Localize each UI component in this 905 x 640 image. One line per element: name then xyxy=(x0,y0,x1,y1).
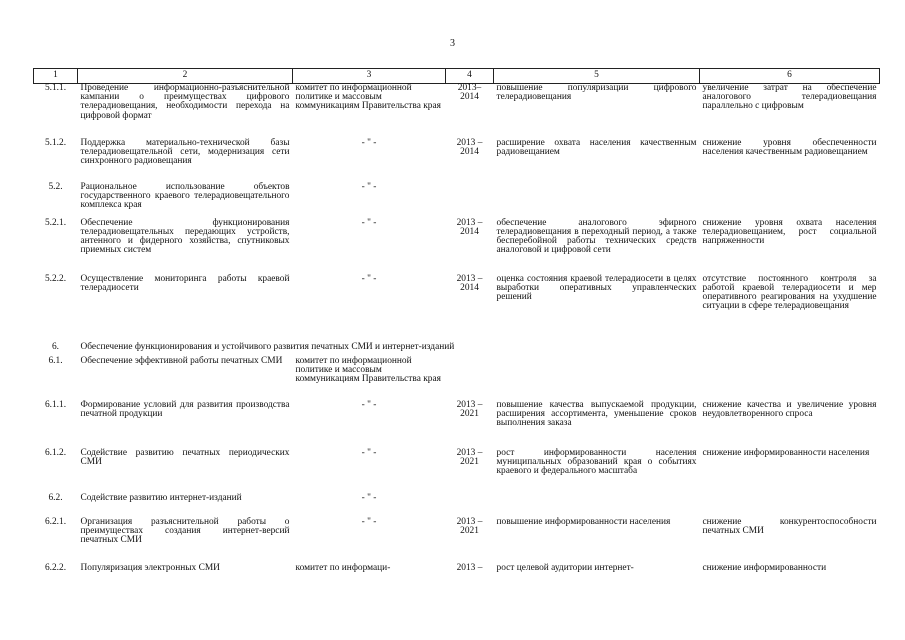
row-number: 5.1.2. xyxy=(44,137,67,148)
table-row xyxy=(34,84,880,139)
activity-cell: Содействие развитию интернет-изданий xyxy=(80,492,242,503)
responsible-cell: - " - xyxy=(361,447,377,458)
term-cell xyxy=(446,494,494,518)
row-number: 5.2.2. xyxy=(44,273,67,284)
table-row xyxy=(34,275,880,343)
activity-cell: Проведение информационно-разъяснительной кампании о преимуществах цифрового телерадиовещания, необходимости перехода на цифровой формат xyxy=(80,83,290,121)
term-cell xyxy=(446,357,494,401)
table-row xyxy=(34,139,880,183)
row-number: 6.1.2. xyxy=(44,447,67,458)
responsible-cell: - " - xyxy=(361,399,377,410)
result-cell xyxy=(494,494,700,518)
risk-cell: отсутствие постоянного контроля за работой краевой телерадиосети и мер оперативного реагирования на ухудшение ситуации в сфере телерадиовещания xyxy=(702,273,877,312)
activity-cell: Популяризация электронных СМИ xyxy=(80,562,220,573)
header-cell: 4 xyxy=(446,69,494,84)
responsible-cell: комитет по информационной политике и массовым коммуникациям Правительства края xyxy=(295,355,441,384)
row-number: 5.1.1. xyxy=(44,83,67,93)
result-cell xyxy=(494,357,700,401)
result-cell xyxy=(494,183,700,219)
risk-cell xyxy=(700,183,880,219)
activity-cell: Обеспечение функционирования телерадиовещательных передающих устройств, антенного и фидерного хозяйства, спутниковых приемных систем xyxy=(80,217,290,256)
risk-cell: снижение уровня обеспеченности населения качественным радиовещанием xyxy=(702,137,877,157)
result-cell: оценка состояния краевой телерадиосети в целях выработки оперативных управленческих решений xyxy=(496,273,697,302)
activity-cell: Организация разъяснительной работы о преимуществах создания интернет-версий печатных СМИ xyxy=(80,516,290,545)
header-row xyxy=(34,69,880,84)
term-cell: 2013 – 2014 xyxy=(456,273,483,293)
result-cell: расширение охвата населения качественным радиовещанием xyxy=(496,137,697,157)
table-row xyxy=(34,183,880,219)
term-cell: 2013 – 2021 xyxy=(456,516,483,536)
term-cell: 2013 – 2014 xyxy=(456,137,483,157)
activity-cell: Осуществление мониторинга работы краевой телерадиосети xyxy=(80,273,290,293)
header-cell: 2 xyxy=(78,69,293,84)
result-cell: обеспечение аналогового эфирного телерадиовещания в переходный период, а также бесперебойной работы технических средств аналоговой и цифровой сети xyxy=(496,217,697,256)
activity-cell: Обеспечение эффективной работы печатных СМИ xyxy=(80,355,283,366)
responsible-cell: - " - xyxy=(361,181,377,192)
risk-cell: снижение качества и увеличение уровня неудовлетворенного спроса xyxy=(702,399,877,419)
row-number: 5.2. xyxy=(48,181,63,192)
table-row xyxy=(34,518,880,564)
risk-cell xyxy=(700,494,880,518)
result-cell: повышение информированности населения xyxy=(496,516,671,527)
section-number: 6. xyxy=(51,341,60,352)
result-cell: повышение популяризации цифрового телерадиовещания xyxy=(496,83,697,103)
responsible-cell: комитет по информационной политике и массовым коммуникациям Правительства края xyxy=(295,83,441,112)
header-cell: 5 xyxy=(494,69,700,84)
table-row xyxy=(34,357,880,401)
page-number: 3 xyxy=(450,38,455,49)
result-cell: повышение качества выпускаемой продукции, расширения ассортимента, уменьшение сроков выполнения заказа xyxy=(496,399,697,428)
term-cell: 2013 – 2014 xyxy=(456,217,483,237)
responsible-cell: - " - xyxy=(361,137,377,148)
term-cell: 2013–2014 xyxy=(457,83,482,103)
table-row xyxy=(34,219,880,275)
activity-cell: Поддержка материально-технической базы телерадиовещательной сети, модернизация сети синхронного радиовещания xyxy=(80,137,290,166)
table-row xyxy=(34,564,880,578)
table-row xyxy=(34,494,880,518)
table-row xyxy=(34,449,880,494)
responsible-cell: - " - xyxy=(361,492,377,503)
table-row xyxy=(34,401,880,449)
result-cell: рост целевой аудитории интернет- xyxy=(496,562,634,573)
row-number: 6.2.1. xyxy=(44,516,67,527)
risk-cell: снижение информированности xyxy=(702,562,827,573)
activity-cell: Содействие развитию печатных периодических СМИ xyxy=(80,447,290,467)
measures-table xyxy=(33,68,880,578)
term-cell: 2013 – 2021 xyxy=(456,399,483,419)
row-number: 6.2. xyxy=(48,492,63,503)
header-cell: 6 xyxy=(700,69,880,84)
activity-cell: Формирование условий для развития производства печатной продукции xyxy=(80,399,290,419)
risk-cell: снижение конкурентоспособности печатных СМИ xyxy=(702,516,877,536)
header-cell: 1 xyxy=(34,69,78,84)
risk-cell: увеличение затрат на обеспечение аналогового телерадиовещания параллельно с цифровым xyxy=(702,83,877,112)
term-cell: 2013 – 2021 xyxy=(456,447,483,467)
term-cell: 2013 – xyxy=(456,562,483,573)
risk-cell xyxy=(700,357,880,401)
responsible-cell: комитет по информаци- xyxy=(295,562,391,573)
risk-cell: снижение уровня охвата населения телерадиовещанием, рост социальной напряженности xyxy=(702,217,877,246)
result-cell: рост информированности населения муниципальных образований края о событиях краевого и федерального масштаба xyxy=(496,447,697,476)
row-number: 6.1.1. xyxy=(44,399,67,410)
responsible-cell: - " - xyxy=(361,516,377,527)
responsible-cell: - " - xyxy=(361,273,377,284)
term-cell xyxy=(446,183,494,219)
row-number: 6.1. xyxy=(48,355,63,366)
row-number: 5.2.1. xyxy=(44,217,67,228)
header-cell: 3 xyxy=(293,69,446,84)
row-number: 6.2.2. xyxy=(44,562,67,573)
section-row xyxy=(34,343,880,357)
activity-cell: Рациональное использование объектов государственного краевого телерадиовещательного комплекса края xyxy=(80,181,290,210)
section-title: Обеспечение функционирования и устойчивого развития печатных СМИ и интернет-изданий xyxy=(80,341,455,352)
responsible-cell: - " - xyxy=(361,217,377,228)
risk-cell: снижение информированности населения xyxy=(702,447,870,458)
